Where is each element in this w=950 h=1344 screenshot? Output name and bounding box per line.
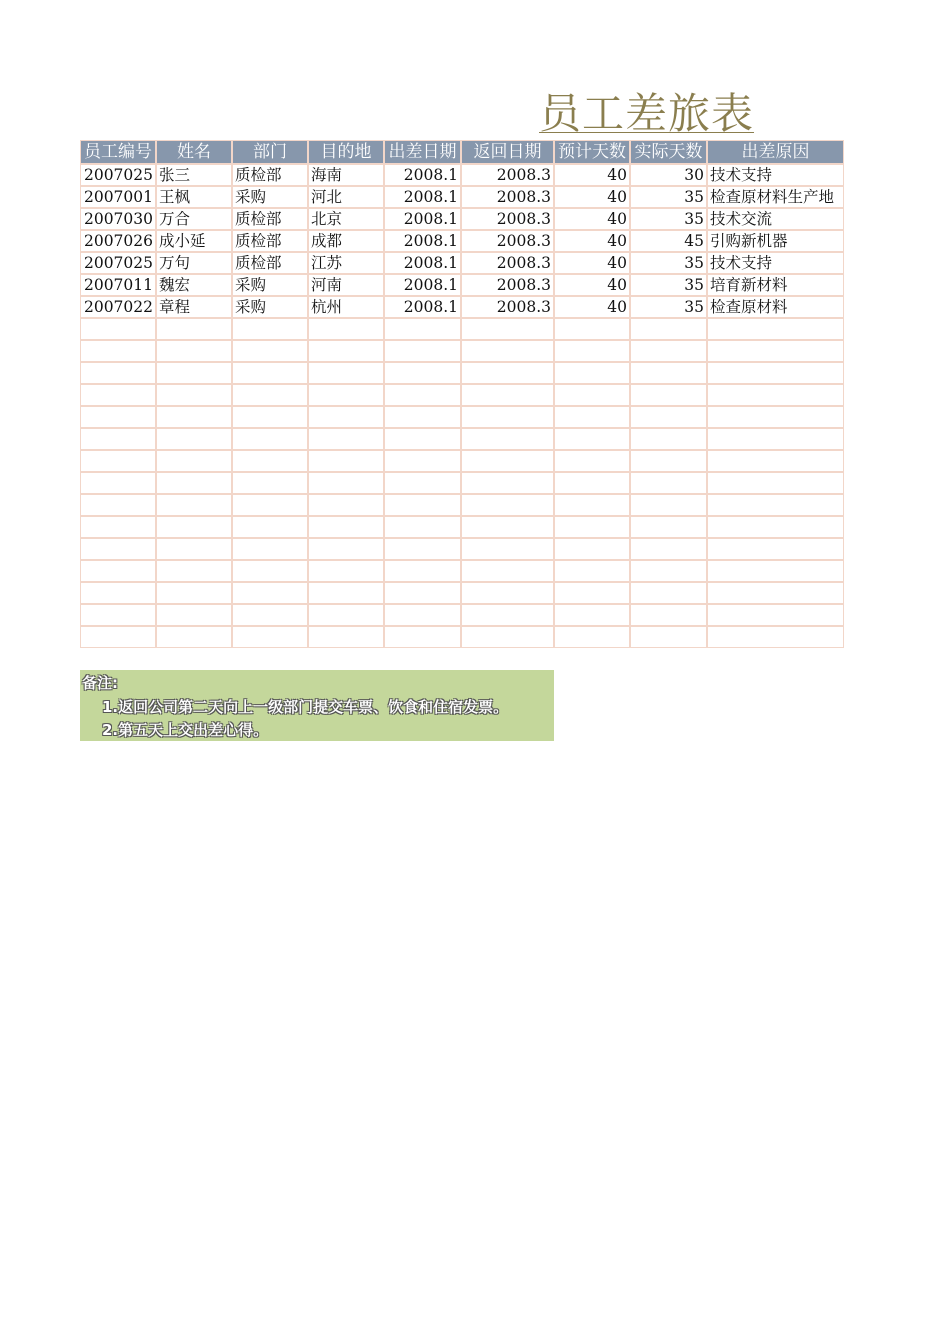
cell-dept[interactable] [232,604,308,626]
empty-row [80,604,844,626]
cell-id[interactable] [80,604,156,626]
cell-id[interactable] [80,560,156,582]
table-row [80,274,844,296]
cell-id[interactable]: 2007011 [80,274,156,296]
cell-return-date[interactable] [461,472,554,494]
cell-name[interactable] [156,340,232,362]
table-row [80,252,844,274]
cell-depart-date[interactable] [384,494,461,516]
cell-destination[interactable] [308,604,384,626]
cell-dept[interactable] [232,340,308,362]
cell-name[interactable] [156,362,232,384]
cell-reason[interactable] [707,318,844,340]
cell-dept[interactable] [232,450,308,472]
cell-planned-days[interactable] [554,538,630,560]
cell-destination[interactable] [308,538,384,560]
cell-planned-days[interactable] [554,428,630,450]
sheet-title: 员工差旅表 [539,89,755,138]
cell-actual-days[interactable] [630,362,707,384]
cell-name[interactable] [156,604,232,626]
cell-actual-days[interactable]: 35 [630,252,707,274]
cell-actual-days[interactable] [630,472,707,494]
col-header-depart-date[interactable]: 出差日期 [384,140,461,164]
col-header-destination[interactable]: 目的地 [308,140,384,164]
cell-dept[interactable] [232,384,308,406]
cell-return-date[interactable] [461,538,554,560]
cell-name[interactable]: 王枫 [156,186,232,208]
table-row [80,296,844,318]
cell-dept[interactable] [232,406,308,428]
cell-actual-days[interactable] [630,538,707,560]
cell-actual-days[interactable] [630,560,707,582]
cell-id[interactable]: 2007026 [80,230,156,252]
cell-reason[interactable]: 技术交流 [707,208,844,230]
cell-dept[interactable]: 质检部 [232,230,308,252]
empty-row [80,406,844,428]
cell-destination[interactable] [308,494,384,516]
cell-return-date[interactable] [461,560,554,582]
cell-id[interactable]: 2007025 [80,164,156,186]
cell-dept[interactable] [232,318,308,340]
cell-destination[interactable] [308,626,384,648]
cell-reason[interactable]: 技术支持 [707,164,844,186]
empty-row [80,428,844,450]
cell-return-date[interactable] [461,406,554,428]
cell-reason[interactable]: 检查原材料生产地 [707,186,844,208]
cell-name[interactable]: 章程 [156,296,232,318]
cell-id[interactable] [80,450,156,472]
col-header-name[interactable]: 姓名 [156,140,232,164]
cell-depart-date[interactable] [384,538,461,560]
cell-reason[interactable]: 培育新材料 [707,274,844,296]
cell-id[interactable] [80,362,156,384]
cell-planned-days[interactable]: 40 [554,252,630,274]
cell-return-date[interactable]: 2008.3 [461,186,554,208]
empty-row [80,362,844,384]
cell-name[interactable]: 万合 [156,208,232,230]
cell-destination[interactable] [308,318,384,340]
cell-actual-days[interactable] [630,406,707,428]
cell-destination[interactable] [308,472,384,494]
cell-dept[interactable] [232,582,308,604]
cell-reason[interactable]: 引购新机器 [707,230,844,252]
cell-depart-date[interactable] [384,560,461,582]
cell-reason[interactable] [707,428,844,450]
cell-name[interactable] [156,494,232,516]
cell-planned-days[interactable] [554,604,630,626]
cell-id[interactable]: 2007030 [80,208,156,230]
cell-dept[interactable]: 质检部 [232,252,308,274]
cell-destination[interactable] [308,560,384,582]
table-row [80,164,844,186]
cell-id[interactable] [80,494,156,516]
cell-reason[interactable] [707,494,844,516]
notes-line-2: 2.第五天上交出差心得。 [102,721,269,739]
cell-return-date[interactable] [461,428,554,450]
cell-name[interactable]: 成小延 [156,230,232,252]
cell-depart-date[interactable] [384,450,461,472]
cell-return-date[interactable] [461,604,554,626]
cell-depart-date[interactable] [384,626,461,648]
cell-reason[interactable] [707,626,844,648]
cell-return-date[interactable] [461,384,554,406]
cell-depart-date[interactable] [384,318,461,340]
empty-row [80,582,844,604]
notes-line-1: 1.返回公司第二天向上一级部门提交车票、饮食和住宿发票。 [102,698,509,716]
cell-dept[interactable]: 采购 [232,186,308,208]
cell-dept[interactable] [232,428,308,450]
cell-dept[interactable] [232,538,308,560]
cell-depart-date[interactable]: 2008.1 [384,252,461,274]
cell-planned-days[interactable] [554,516,630,538]
cell-return-date[interactable]: 2008.3 [461,230,554,252]
cell-name[interactable]: 万句 [156,252,232,274]
cell-actual-days[interactable] [630,604,707,626]
cell-depart-date[interactable] [384,362,461,384]
cell-depart-date[interactable]: 2008.1 [384,208,461,230]
cell-actual-days[interactable]: 45 [630,230,707,252]
cell-planned-days[interactable] [554,582,630,604]
col-header-reason[interactable]: 出差原因 [707,140,844,164]
cell-planned-days[interactable] [554,626,630,648]
cell-name[interactable] [156,318,232,340]
cell-dept[interactable] [232,516,308,538]
cell-planned-days[interactable]: 40 [554,274,630,296]
empty-row [80,340,844,362]
cell-name[interactable] [156,626,232,648]
cell-destination[interactable] [308,384,384,406]
cell-actual-days[interactable] [630,450,707,472]
cell-id[interactable]: 2007022 [80,296,156,318]
table-row [80,186,844,208]
cell-actual-days[interactable] [630,384,707,406]
cell-actual-days[interactable] [630,626,707,648]
cell-actual-days[interactable] [630,318,707,340]
cell-reason[interactable]: 检查原材料 [707,296,844,318]
cell-name[interactable] [156,538,232,560]
cell-destination[interactable]: 海南 [308,164,384,186]
table-row [80,208,844,230]
cell-planned-days[interactable]: 40 [554,208,630,230]
cell-id[interactable] [80,516,156,538]
cell-return-date[interactable] [461,582,554,604]
cell-depart-date[interactable]: 2008.1 [384,186,461,208]
cell-reason[interactable] [707,340,844,362]
cell-destination[interactable] [308,406,384,428]
cell-depart-date[interactable] [384,406,461,428]
cell-dept[interactable] [232,494,308,516]
cell-planned-days[interactable] [554,384,630,406]
travel-table [80,140,844,648]
cell-actual-days[interactable] [630,428,707,450]
cell-actual-days[interactable]: 35 [630,274,707,296]
cell-planned-days[interactable]: 40 [554,186,630,208]
cell-destination[interactable]: 北京 [308,208,384,230]
cell-reason[interactable] [707,538,844,560]
cell-actual-days[interactable]: 30 [630,164,707,186]
cell-destination[interactable]: 成都 [308,230,384,252]
cell-planned-days[interactable] [554,362,630,384]
cell-actual-days[interactable] [630,516,707,538]
cell-planned-days[interactable] [554,340,630,362]
cell-depart-date[interactable] [384,472,461,494]
cell-id[interactable] [80,582,156,604]
col-header-id[interactable]: 员工编号 [80,140,156,164]
cell-reason[interactable] [707,604,844,626]
cell-reason[interactable] [707,516,844,538]
cell-dept[interactable] [232,626,308,648]
cell-id[interactable] [80,318,156,340]
empty-row [80,318,844,340]
cell-dept[interactable]: 采购 [232,296,308,318]
cell-depart-date[interactable] [384,516,461,538]
cell-destination[interactable] [308,516,384,538]
col-header-dept[interactable]: 部门 [232,140,308,164]
cell-reason[interactable] [707,450,844,472]
empty-row [80,384,844,406]
cell-planned-days[interactable]: 40 [554,230,630,252]
cell-destination[interactable]: 河南 [308,274,384,296]
cell-reason[interactable] [707,582,844,604]
cell-dept[interactable] [232,560,308,582]
cell-planned-days[interactable]: 40 [554,296,630,318]
cell-destination[interactable] [308,428,384,450]
cell-actual-days[interactable]: 35 [630,186,707,208]
cell-actual-days[interactable]: 35 [630,208,707,230]
cell-planned-days[interactable] [554,450,630,472]
cell-return-date[interactable] [461,626,554,648]
cell-depart-date[interactable] [384,340,461,362]
empty-row [80,516,844,538]
cell-name[interactable] [156,560,232,582]
cell-return-date[interactable]: 2008.3 [461,164,554,186]
cell-return-date[interactable]: 2008.3 [461,252,554,274]
cell-id[interactable] [80,472,156,494]
cell-dept[interactable]: 质检部 [232,164,308,186]
cell-destination[interactable] [308,582,384,604]
table-row [80,230,844,252]
cell-id[interactable] [80,538,156,560]
cell-actual-days[interactable] [630,582,707,604]
cell-name[interactable] [156,582,232,604]
cell-destination[interactable] [308,340,384,362]
cell-reason[interactable] [707,406,844,428]
cell-name[interactable] [156,406,232,428]
cell-return-date[interactable]: 2008.3 [461,274,554,296]
cell-id[interactable] [80,626,156,648]
empty-row [80,626,844,648]
cell-id[interactable]: 2007001 [80,186,156,208]
cell-reason[interactable] [707,384,844,406]
col-header-actual-days[interactable]: 实际天数 [630,140,707,164]
cell-id[interactable] [80,406,156,428]
cell-depart-date[interactable] [384,384,461,406]
empty-row [80,560,844,582]
col-header-return-date[interactable]: 返回日期 [461,140,554,164]
cell-reason[interactable] [707,560,844,582]
empty-row [80,538,844,560]
cell-reason[interactable] [707,362,844,384]
cell-return-date[interactable] [461,494,554,516]
cell-id[interactable] [80,428,156,450]
cell-reason[interactable] [707,472,844,494]
cell-id[interactable]: 2007025 [80,252,156,274]
cell-dept[interactable] [232,362,308,384]
cell-id[interactable] [80,384,156,406]
cell-dept[interactable]: 采购 [232,274,308,296]
cell-name[interactable] [156,428,232,450]
cell-return-date[interactable] [461,516,554,538]
notes-heading: 备注: [82,674,118,692]
cell-name[interactable] [156,450,232,472]
cell-destination[interactable]: 江苏 [308,252,384,274]
header-row [80,140,844,164]
cell-depart-date[interactable]: 2008.1 [384,230,461,252]
cell-name[interactable]: 张三 [156,164,232,186]
cell-depart-date[interactable]: 2008.1 [384,296,461,318]
cell-name[interactable] [156,516,232,538]
cell-return-date[interactable] [461,340,554,362]
cell-dept[interactable] [232,472,308,494]
cell-actual-days[interactable] [630,494,707,516]
cell-name[interactable] [156,384,232,406]
cell-return-date[interactable] [461,450,554,472]
empty-row [80,494,844,516]
cell-id[interactable] [80,340,156,362]
cell-name[interactable]: 魏宏 [156,274,232,296]
notes-box [80,670,554,741]
cell-reason[interactable]: 技术支持 [707,252,844,274]
cell-depart-date[interactable] [384,428,461,450]
cell-return-date[interactable]: 2008.3 [461,296,554,318]
cell-dept[interactable]: 质检部 [232,208,308,230]
cell-destination[interactable] [308,362,384,384]
cell-planned-days[interactable]: 40 [554,164,630,186]
cell-actual-days[interactable] [630,340,707,362]
empty-row [80,472,844,494]
cell-destination[interactable]: 杭州 [308,296,384,318]
cell-return-date[interactable] [461,318,554,340]
cell-planned-days[interactable] [554,494,630,516]
empty-row [80,450,844,472]
cell-planned-days[interactable] [554,318,630,340]
cell-name[interactable] [156,472,232,494]
col-header-planned-days[interactable]: 预计天数 [554,140,630,164]
cell-planned-days[interactable] [554,560,630,582]
cell-return-date[interactable]: 2008.3 [461,208,554,230]
cell-planned-days[interactable] [554,406,630,428]
cell-depart-date[interactable] [384,604,461,626]
cell-depart-date[interactable] [384,582,461,604]
cell-actual-days[interactable]: 35 [630,296,707,318]
cell-planned-days[interactable] [554,472,630,494]
cell-depart-date[interactable]: 2008.1 [384,274,461,296]
cell-depart-date[interactable]: 2008.1 [384,164,461,186]
cell-return-date[interactable] [461,362,554,384]
cell-destination[interactable]: 河北 [308,186,384,208]
cell-destination[interactable] [308,450,384,472]
